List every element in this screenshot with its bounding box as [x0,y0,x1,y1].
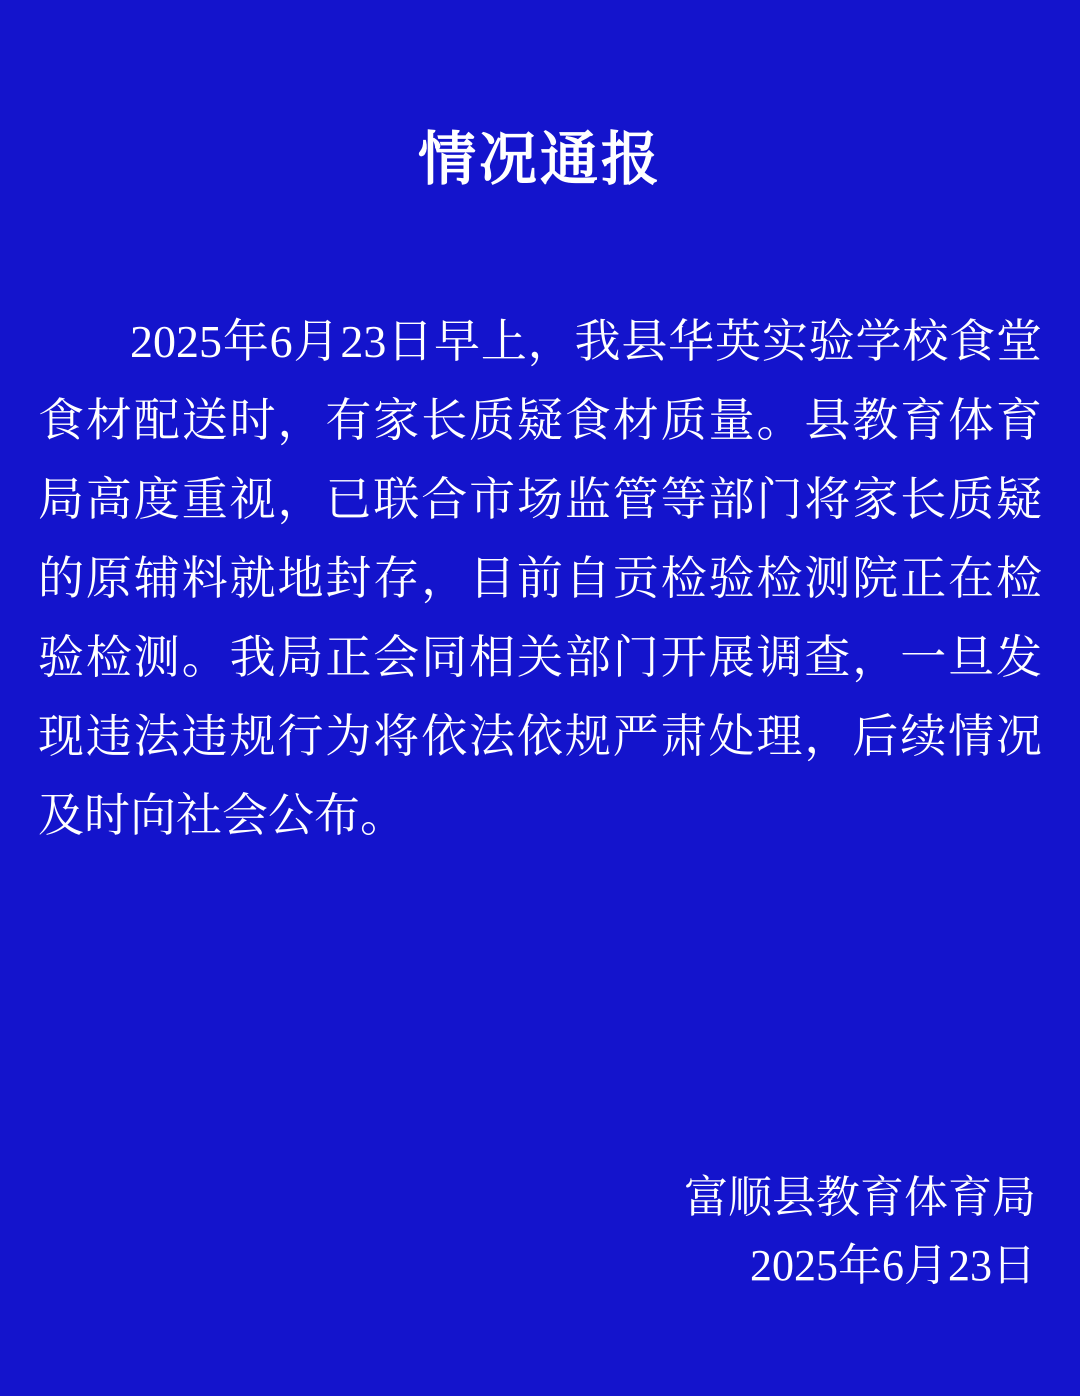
signature-block [684,1164,1036,1300]
notice-body-text: 2025年6月23日早上，我县华英实验学校食堂食材配送时，有家长质疑食材质量。县教育体育局高度重视，已联合市场监管等部门将家长质疑的原辅料就地封存，目前自贡检验检测院正在检验检测。我局正会同相关部门开展调查，一旦发现违法违规行为将依法依规严肃处理，后续情况及时向社会公布。 [38,315,1042,842]
page-title: 情况通报 [417,127,662,192]
signature-organization: 富顺县教育体育局 [684,1172,1036,1222]
signature-date: 2025年6月23日 [750,1240,1036,1290]
